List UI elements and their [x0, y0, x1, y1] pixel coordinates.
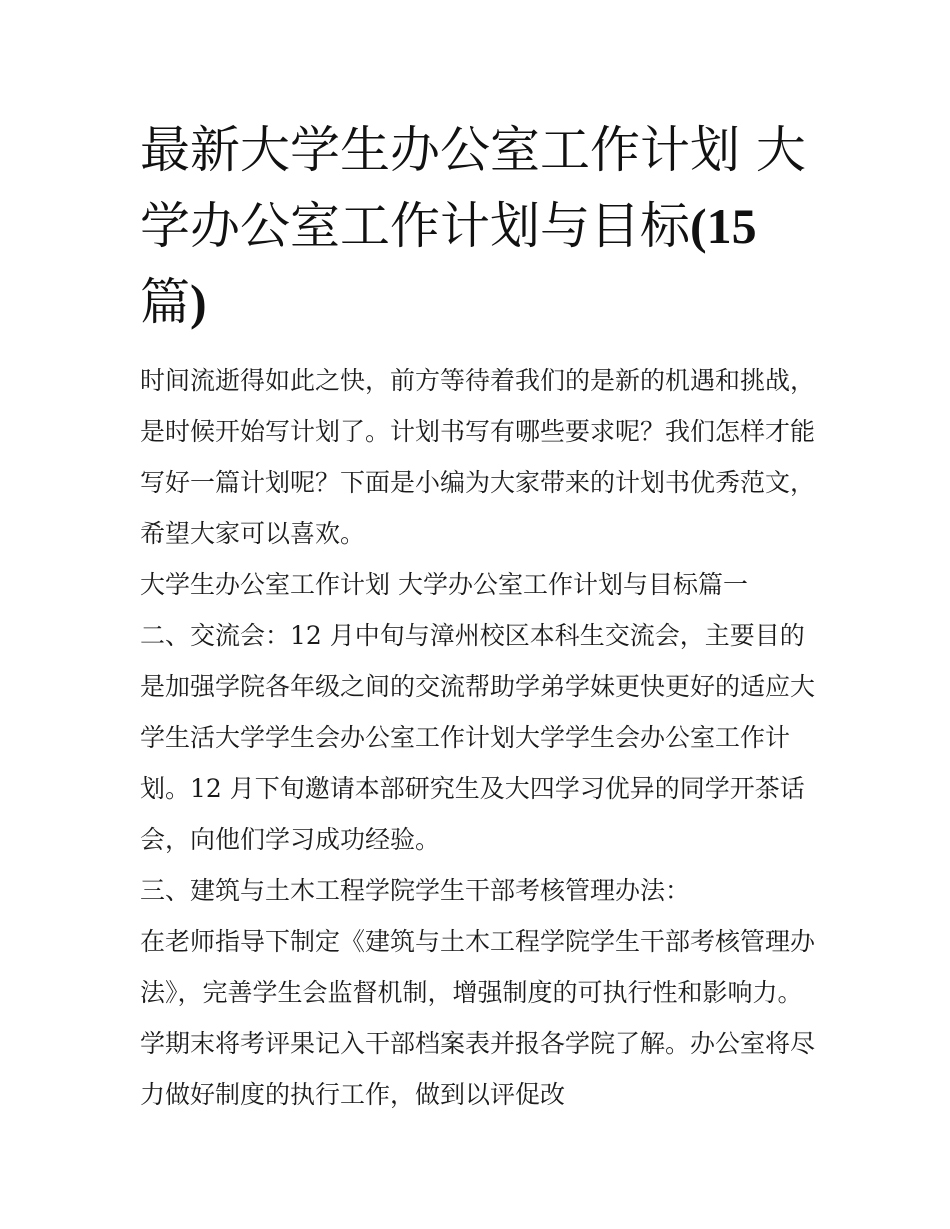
body-line: 三、建筑与土木工程学院学生干部考核管理办法： [140, 876, 691, 905]
body-line: 时间流逝得如此之快，前方等待着我们的是新的机遇和挑战， [140, 366, 816, 395]
title-line-3-paren: ) [190, 274, 207, 330]
title-line-1: 最新大学生办公室工作计划 大 [140, 121, 806, 179]
section-heading: 大学生办公室工作计划 大学办公室工作计划与目标篇一 [140, 570, 748, 599]
body-line: 划。12 月下旬邀请本部研究生及大四学习优异的同学开茶话 [140, 774, 805, 803]
body-line: 希望大家可以喜欢。 [140, 519, 366, 548]
body-line: 写好一篇计划呢？下面是小编为大家带来的计划书优秀范文， [140, 468, 816, 497]
body-line: 学生活大学学生会办公室工作计划大学学生会办公室工作计 [140, 723, 791, 752]
body-line: 会，向他们学习成功经验。 [140, 825, 441, 854]
title-line-2: 学办公室工作计划与目标 [140, 197, 690, 255]
title-line-3: 篇 [140, 273, 190, 331]
body-line: 学期末将考评果记入干部档案表并报各学院了解。办公室将尽 [140, 1029, 816, 1058]
body-line: 在老师指导下制定《建筑与土木工程学院学生干部考核管理办 [140, 927, 816, 956]
document-body [140, 355, 830, 1120]
body-line: 是加强学院各年级之间的交流帮助学弟学妹更快更好的适应大 [140, 672, 816, 701]
document-title [140, 112, 820, 340]
title-line-2-number: (15 [690, 198, 757, 254]
body-line: 法》，完善学生会监督机制，增强制度的可执行性和影响力。 [140, 978, 803, 1007]
body-line: 是时候开始写计划了。计划书写有哪些要求呢？我们怎样才能 [140, 417, 816, 446]
body-line: 二、交流会：12 月中旬与漳州校区本科生交流会，主要目的 [140, 621, 805, 650]
body-line: 力做好制度的执行工作，做到以评促改 [140, 1080, 566, 1109]
